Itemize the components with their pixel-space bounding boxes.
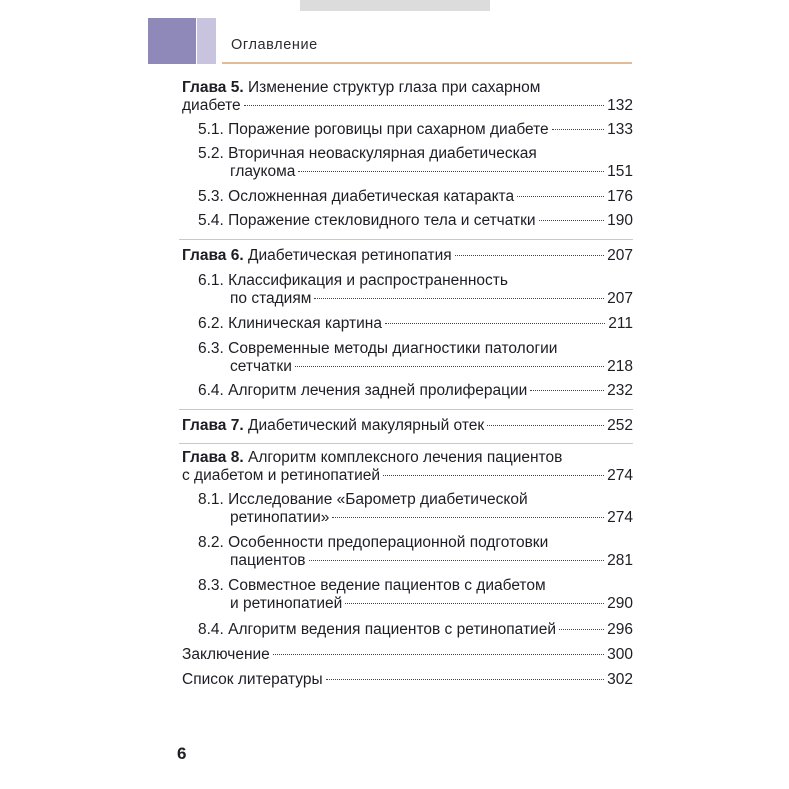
section-title: 8.4. Алгоритм ведения пациентов с ретинопатией (198, 621, 556, 638)
chapter-title-cont: диабете (182, 97, 241, 114)
section-title-cont: пациентов (230, 552, 306, 569)
section-title: 6.2. Клиническая картина (198, 315, 382, 332)
section-header-title: Оглавление (231, 37, 318, 53)
page-ref: 133 (607, 121, 633, 138)
toc-section-8-3[interactable] (230, 594, 633, 614)
toc-section-8-1-line1: 8.1. Исследование «Барометр диабетической (198, 491, 528, 508)
toc-section-6-3-line1: 6.3. Современные методы диагностики патологии (198, 340, 558, 357)
leader-dots (295, 366, 604, 367)
section-title-cont: сетчатки (230, 358, 292, 375)
leader-dots (314, 298, 604, 299)
leader-dots (385, 323, 605, 324)
page-ref: 190 (607, 212, 633, 229)
toc-section-6-2[interactable] (198, 314, 633, 334)
page-ref: 232 (607, 382, 633, 399)
page-ref: 290 (607, 595, 633, 612)
separator-line (179, 409, 633, 410)
leader-dots (326, 679, 604, 680)
chapter-title: Изменение структур глаза при сахарном (247, 79, 541, 96)
toc-section-8-1[interactable] (230, 508, 633, 528)
page-ref: 252 (607, 417, 633, 434)
page-ref: 281 (607, 552, 633, 569)
toc-chapter-5[interactable] (182, 96, 633, 116)
page-ref: 296 (607, 621, 633, 638)
toc-section-5-4[interactable] (198, 211, 633, 231)
leader-dots (552, 129, 604, 130)
section-title: 6.4. Алгоритм лечения задней пролиферации (198, 382, 528, 399)
chapter-title-cont: с диабетом и ретинопатией (182, 467, 381, 484)
section-title-cont: ретинопатии» (230, 509, 330, 526)
chapter-label: Глава 8. (182, 449, 244, 466)
page-ref: 207 (607, 290, 633, 307)
chapter-label: Глава 5. (182, 79, 244, 96)
page-ref: 300 (607, 646, 633, 663)
toc-section-5-3[interactable] (198, 187, 633, 207)
page-number: 6 (177, 744, 187, 763)
leader-dots (383, 475, 604, 476)
toc-section-6-4[interactable] (198, 381, 633, 401)
leader-dots (517, 196, 604, 197)
leader-dots (273, 654, 604, 655)
page-ref: 132 (607, 97, 633, 114)
section-title: 5.1. Поражение роговицы при сахарном диабете (198, 121, 549, 138)
toc-chapter-6[interactable] (182, 246, 633, 266)
toc-chapter-7[interactable] (182, 416, 633, 436)
page-ref: 176 (607, 188, 633, 205)
toc-section-6-3[interactable] (230, 357, 633, 377)
page-ref: 218 (607, 358, 633, 375)
toc-section-5-1[interactable] (198, 120, 633, 140)
leader-dots (487, 425, 604, 426)
leader-dots (298, 171, 604, 172)
toc-section-8-3-line1: 8.3. Совместное ведение пациентов с диабетом (198, 577, 546, 594)
page-ref: 207 (607, 247, 633, 264)
page-ref: 274 (607, 467, 633, 484)
chapter-title: Диабетический макулярный отек (247, 417, 485, 434)
page-ref: 274 (607, 509, 633, 526)
leader-dots (530, 390, 604, 391)
chapter-title: Диабетическая ретинопатия (247, 247, 452, 264)
toc-section-5-2-line1: 5.2. Вторичная неоваскулярная диабетическая (198, 145, 537, 162)
section-title-cont: и ретинопатией (230, 595, 343, 612)
section-title-cont: глаукома (230, 163, 296, 180)
toc-chapter-8[interactable] (182, 466, 633, 486)
chapter-title: Алгоритм комплексного лечения пациентов (247, 449, 563, 466)
leader-dots (345, 603, 604, 604)
toc-section-5-2[interactable] (230, 162, 633, 182)
toc-conclusion[interactable] (182, 645, 633, 665)
header-accent-bar (148, 18, 196, 64)
top-gray-strip (300, 0, 490, 11)
leader-dots (244, 105, 604, 106)
leader-dots (539, 220, 605, 221)
leader-dots (455, 255, 604, 256)
section-title-cont: по стадиям (230, 290, 312, 307)
toc-section-8-2-line1: 8.2. Особенности предоперационной подготовки (198, 534, 549, 551)
toc-chapter-5-line1 (182, 78, 540, 98)
toc-references[interactable] (182, 670, 633, 690)
separator-line (179, 443, 633, 444)
chapter-label: Глава 6. (182, 247, 244, 264)
toc-section-8-2[interactable] (230, 551, 633, 571)
header-rule (222, 62, 632, 64)
page-ref: 302 (607, 671, 633, 688)
entry-title: Заключение (182, 646, 270, 663)
section-title: 5.3. Осложненная диабетическая катаракта (198, 188, 515, 205)
section-title: 5.4. Поражение стекловидного тела и сетчатки (198, 212, 536, 229)
page-ref: 211 (608, 315, 633, 332)
chapter-label: Глава 7. (182, 417, 244, 434)
toc-chapter-8-line1 (182, 448, 562, 468)
leader-dots (332, 517, 604, 518)
entry-title: Список литературы (182, 671, 323, 688)
page-ref: 151 (607, 163, 633, 180)
leader-dots (309, 560, 605, 561)
toc-section-6-1[interactable] (230, 289, 633, 309)
header-accent-bar-light (197, 18, 216, 64)
toc-section-8-4[interactable] (198, 620, 633, 640)
separator-line (179, 239, 633, 240)
toc-section-6-1-line1: 6.1. Классификация и распространенность (198, 272, 508, 289)
leader-dots (559, 629, 604, 630)
